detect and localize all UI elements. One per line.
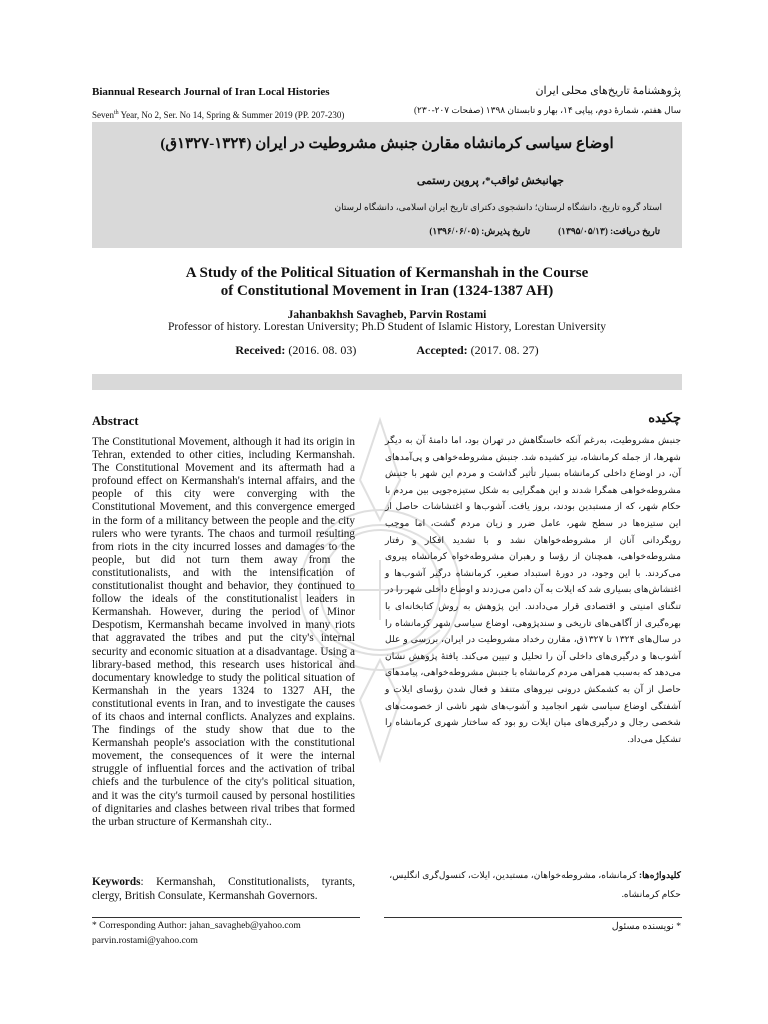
keywords-fa: کلیدواژه‌ها: کرمانشاه، مشروطه‌خواهان، مستبدین، ایلات، کنسول‌گری انگلیس، حکام کرمانشاه.	[389, 870, 681, 899]
second-author-email: parvin.rostami@yahoo.com	[92, 936, 198, 946]
abstract-heading: Abstract	[92, 414, 139, 428]
persian-affiliation: استاد گروه تاریخ، دانشگاه لرستان؛ دانشجوی دکترای تاریخ ایران اسلامی، دانشگاه لرستان	[334, 202, 662, 212]
english-title: A Study of the Political Situation of Kermanshah in the Course of Constitutional Movement in Iran (1324-1387 AH)	[185, 265, 589, 299]
english-dates: Received: (2016. 08. 03) Accepted: (2017. 08. 27)	[235, 343, 539, 357]
footnote-rule-left	[92, 917, 360, 918]
journal-header-en	[92, 86, 392, 121]
english-affiliation: Professor of history. Lorestan University; Ph.D Student of Islamic History, Lorestan University	[168, 321, 606, 333]
persian-abstract-text: جنبش مشروطیت، به‌رغم آنکه خاستگاهش در تهران بود، اما دامنهٔ آن به دیگر شهرها، از جمله کرمانشاه، نیز کشیده شد. جنبش مشروطه‌خواهی و پی‌آمدهای آن، در اوضاع داخلی کرمانشاه بسیار تأثیر گذاشت و مردم این شهر با جنبش مشروطه‌خواهی همگرا شدند و این همگرایی به شکل ستیزه‌جویی بین مردم با حکام شهر، که از مستبدین بودند، بروز یافت. آشوب‌ها و اغتشاشات حاصل از این ستیزه‌ها در سطح شهر، عامل ضرر و زیان مردم گشت، اما موجب رویگردانی آنان از مشروطه‌خواهان نشد و با تشدید افکار و رفتار مشروطه‌خواهی، همچنان از رؤسا و رهبران مشروطه‌خواه کرمانشاه پیروی می‌کردند. با این وجود، در دورهٔ استبداد صغیر، کرمانشاه درگیر آشوب‌ها و اغتشاش‌های بسیاری شد که ایلات به آن دامن می‌زدند و اوضاع داخلی شهر را در تنگنای امنیتی و اقتصادی قرار می‌دادند. این پژوهش به روش کتابخانه‌ای با بهره‌گیری از آگاهی‌های تاریخی و سندپژوهی، اوضاع سیاسی شهر کرمانشاه را در سال‌های ۱۳۲۴ تا ۱۳۲۷ق، مقارن رخداد مشروطیت در ایران، بررسی و علل آشوب‌ها و درگیری‌های داخلی آن را تحلیل و تبیین می‌کند. یافتهٔ پژوهش نشان می‌دهد که به‌سبب همراهی مردم کرمانشاه با جنبش مشروطه‌خواهی، پیامدهای حاصل از آن به کشمکش درونی نیروهای متنفذ و فعال شدن رؤسای ایلات و آشفتگی اوضاع سیاسی شهر انجامید و آشوب‌های شهر ناشی از خصومت‌های شخصی رجال و درگیری‌های میان ایلات رو بود که ساختار شهری کرمانشاه را تشکیل می‌داد.	[385, 435, 681, 744]
journal-name-en: Biannual Research Journal of Iran Local Histories	[92, 86, 330, 98]
persian-accepted-date: تاریخ پذیرش: (۱۳۹۶/۰۶/۰۵)	[429, 226, 531, 236]
corresponding-author: * Corresponding Author: jahan_savagheb@yahoo.com	[92, 921, 301, 931]
footnote-rule-right	[384, 917, 682, 918]
persian-title: اوضاع سیاسی کرمانشاه مقارن جنبش مشروطیت در ایران (۱۳۲۴-۱۳۲۷ق)	[160, 136, 614, 152]
persian-received-date: تاریخ دریافت: (۱۳۹۵/۰۵/۱۳)	[558, 226, 660, 236]
persian-dates	[429, 226, 660, 237]
journal-name-fa: پژوهشنامهٔ تاریخ‌های محلی ایران	[535, 85, 681, 97]
corresponding-author-fa: * نویسنده مسئول	[611, 922, 681, 932]
issue-info-fa: سال هفتم، شمارهٔ دوم، پیاپی ۱۴، بهار و تابستان ۱۳۹۸ (صفحات ۲۰۷-۲۳۰)	[414, 105, 681, 115]
separator-band	[92, 374, 682, 390]
persian-title-box	[92, 122, 682, 248]
issue-info-en: Seven$^{th}$ Year, No 2, Ser. No 14, Spring & Summer 2019 (PP. 207-230)	[92, 110, 345, 120]
keywords-en: Keywords: Kermanshah, Constitutionalists, tyrants, clergy, British Consulate, Kermanshah Governors.	[92, 876, 355, 902]
english-authors: Jahanbakhsh Savagheb, Parvin Rostami	[287, 309, 487, 321]
abstract-text: The Constitutional Movement, although it had its origin in Tehran, extended to other cities, including Kermanshah. The Constitutional Movement and its aftermath had a profound effect on Kermanshah's internal affairs, and the people of this city were converging with the Constitutional Movement, and this convergence emerged in the form of a militancy between the people and the city rulers who were tyrants. The chaos and turmoil resulting from riots in the city incurred losses and damages to the people, but did not turn them away from the constitutionalists, and with the intensification of constitutionalist thought and behavior, they continued to follow the ideals of the constitutionalist leaders in Kermanshah. However, during the period of Minor Despotism, Kermanshah became involved in many riots that aggravated the tribes and put the city's internal security and economic situation at a disadvantage. Using a library-based method, this research uses historical and documentary knowledge to study the political situation of Kermanshah in the years 1324 to 1327 AH, the constitutional events in Iran, and to investigate the causes of its chaos and internal conflicts. Analyzes and explains. The findings of the study show that due to the Kermanshah people's association with the constitutional movement, the consequences of it were the internal struggle of influential forces and the activation of tribal chiefs and the turbulence of the city's political situation, and it was the city's turmoil caused by personal hostilities of dignitaries and clashes between rival tribes that formed the urban structure of Kermanshah city..	[92, 436, 355, 828]
persian-abstract-heading: چکیده	[648, 410, 681, 425]
persian-authors: جهانبخش ثواقب*، پروین رستمی	[416, 175, 564, 187]
journal-header-fa	[381, 84, 681, 116]
